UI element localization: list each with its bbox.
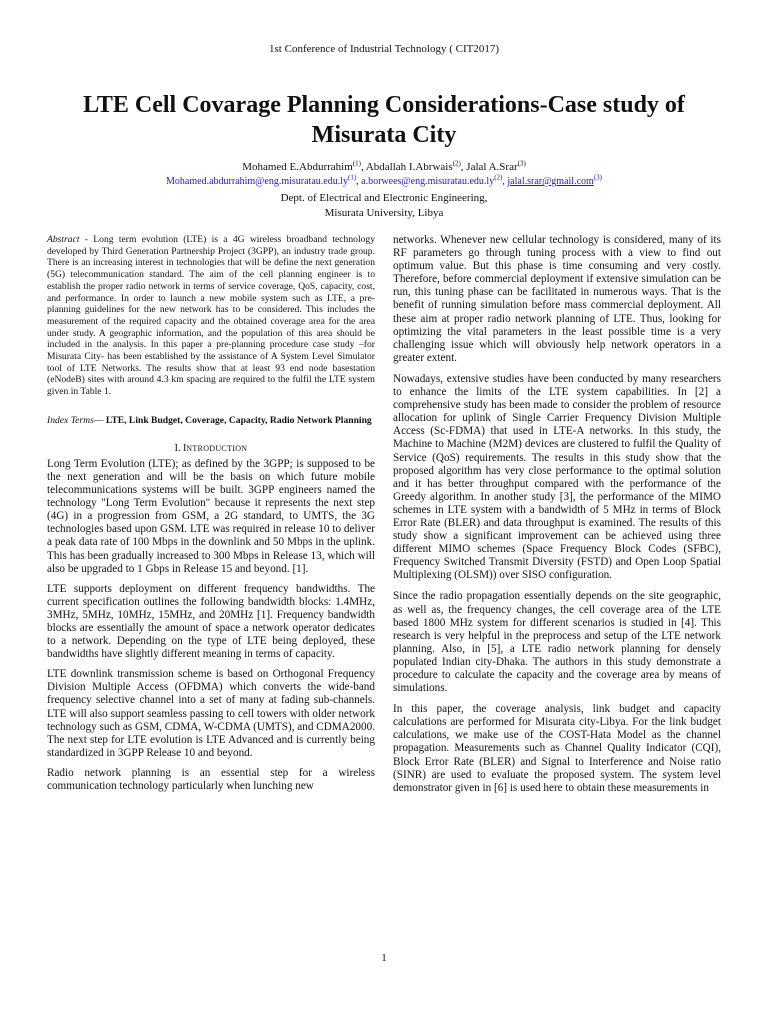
email-link[interactable]: jalal.srar@gmail.com — [507, 176, 594, 187]
author-separator: , — [360, 161, 366, 173]
intro-paragraph: LTE supports deployment on different frequency bandwidths. The current specification outlines the following bandwidth blocks: 1.4MHz, 3MHz, 5MHz, 10MHz, 15MHz, and 20MHz [1]. Frequency bandwidth blocks are essentially the amount of space a network operator dedicates to a network. Depending on the type of LTE being deployed, these bandwidths have slightly different meaning in terms of capacity. — [47, 582, 375, 661]
intro-paragraph: Long Term Evolution (LTE); as defined by the 3GPP; is supposed to be the next generation and will be the basis on which future mobile telecommunications systems will be built. 3GPP engineers named the technology "Long Term Evolution" because it represents the next step (4G) in a progression from GSM, a 2G standard, to UMTS, the 3G technologies based upon GSM. LTE was required in release 10 to deliver a peak data rate of 100 Mbps in the downlink and 50 Mbps in the uplink. This has been gradually increased to 300 Mbps in Release 13, which will also be upgraded to 1 Gbps in Release 15 and beyond. [1]. — [47, 457, 375, 575]
body-paragraph: Nowadays, extensive studies have been conducted by many researchers to enhance the limits of the LTE system capabilities. In [2] a comprehensive study has been made to consider the problem of resource allocation for uplink of Single Carrier Frequency Division Multiple Access (Sc-FDMA) that used in LTE-A networks. In this study, the Machine to Machine (M2M) devices are clustered to fulfil the Quality of Service (QoS) requirements. The results in this study show that the proposed algorithm has very close performance to the optimal solution and it has better throughput compared with the performance of the Greedy algorithm. In another study [3], the performance of the MIMO schemes in LTE system with a bandwidth of 5 MHz in terms of Block Error Rate (BLER) and data throughput is examined. The results of this study show a significant improvement can be achieved using three different MIMO schemes (Space Frequency Block Codes (SFBC), Frequency Switched Transmit Diversity (FSTD) and Open Loop Spatial Multiplexing (OLSM)) over SISO configuration. — [393, 372, 721, 582]
abstract-dash: - — [79, 234, 94, 245]
section-numeral: I. — [174, 442, 183, 454]
author-emails — [0, 175, 768, 189]
author-list — [0, 160, 768, 174]
author-name: Abdallah I.Abrwais — [365, 161, 453, 173]
author-separator: , — [460, 161, 467, 173]
body-paragraph: Since the radio propagation essentially depends on the site geographic, as well as, the frequency changes, the cell coverage area of the LTE based 1800 MHz system for different scenarios is studied in [4]. This research is very helpful in the preprocess and setup of the LTE network planning. Also, in [5], a LTE radio network planning for densely populated Indian city-Dhaka. The authors in this study demonstrate a procedure to calculate the capacity and the coverage area by means of simulations. — [393, 590, 721, 695]
intro-paragraph: Radio network planning is an essential step for a wireless communication technology particularly when lunching new — [47, 766, 375, 792]
university: Misurata University, Libya — [324, 207, 444, 219]
index-terms-list: LTE, Link Budget, Coverage, Capacity, Radio Network Planning — [105, 414, 372, 426]
author-affiliation-mark: (3) — [517, 159, 526, 168]
email-link[interactable]: Mohamed.abdurrahim@eng.misuratau.edu.ly — [166, 176, 348, 187]
author-name: Jalal A.Srar — [466, 161, 518, 173]
index-terms-label: Index Terms — [47, 414, 94, 426]
left-column — [47, 234, 375, 800]
index-terms-dash: — — [93, 414, 106, 426]
author-affiliation-mark: (1) — [352, 159, 361, 168]
email-affiliation-mark: (2) — [494, 173, 503, 182]
intro-paragraph: LTE downlink transmission scheme is based on Orthogonal Frequency Division Multiple Access (OFDMA) which converts the wide-band frequency selective channel into a set of many at fading sub-channels. LTE will also support seamless passing to cell towers with older network technology such as GSM, CDMA, W-CDMA (UMTS), and CDMA2000. The next step for LTE evolution is LTE Advanced and is currently being standardized in 3GPP Release 10 and beyond. — [47, 668, 375, 759]
email-separator: , — [356, 176, 362, 187]
department: Dept. of Electrical and Electronic Engineering, — [280, 192, 488, 204]
right-column — [393, 234, 721, 803]
body-paragraph: networks. Whenever new cellular technology is considered, many of its RF parameters go through tuning process with a view to find out optimum value. But this phase is time consuming and very costly. Therefore, before commercial deployment if extensive simulation can be run, this tuning phase can be facilitated in numerous ways. That is the benefit of running simulation before mass commercial deployment. All these aim at proper radio network planning of LTE. Thus, looking for optimizing the vital parameters in the least possible time is a very challenging issue which will obviously help network operators in a greater extent. — [393, 234, 721, 364]
body-paragraph: In this paper, the coverage analysis, link budget and capacity calculations are performed for Misurata city-Libya. For the link budget calculations, we make use of the COST-Hata Model as the channel propagation. Measurements such as Channel Quality Indicator (CQI), Block Error Rate (BLER) and Signal to Interference and Noise ratio (SINR) are used to evaluate the proposed system. The system level demonstrator given in [6] is used here to obtain these measurements in — [393, 703, 721, 794]
abstract — [47, 234, 375, 398]
section-first-letter: I — [182, 442, 187, 454]
abstract-label: Abstract — [47, 234, 80, 245]
paper-title: LTE Cell Covarage Planning Considerations-Case study of Misurata City — [83, 92, 685, 148]
conference-header: 1st Conference of Industrial Technology ( CIT2017) — [269, 43, 499, 55]
email-affiliation-mark: (1) — [347, 173, 357, 182]
email-affiliation-mark: (3) — [593, 173, 602, 182]
abstract-text: Long term evolution (LTE) is a 4G wireless broadband technology developed by Third Generation Partnership Project (3GPP), an industry trade group. There is an increasing interest in technologies that will be define the next generation (5G) telecommunication standard. The aim of the cell planning engineer is to establish the proper radio network in terms of service coverage, QoS, capacity, cost, and performance. In order to launch a new mobile system such as LTE, a pre-planning guidelines for the new network has to be considered. This includes the measurement of the required capacity and the obtained coverage area for the area under study. A geographic information, and the population of this area should be included in the analysis. In this paper a pre-planning procedure case study –for Misurata City- has been established by the assistance of A System Level Simulator tool of LTE Networks. The results show that at least 93 end node basestation (eNodeB) sites with around 4.3 km spacing are required to the fulfil the LTE system given in Table 1. — [47, 234, 375, 398]
author-affiliation-mark: (2) — [452, 159, 461, 168]
section-heading-introduction — [47, 443, 375, 454]
author-name: Mohamed E.Abdurrahim — [242, 161, 353, 173]
page-number: 1 — [381, 952, 387, 964]
email-link[interactable]: a.borwees@eng.misuratau.edu.ly — [361, 176, 495, 187]
index-terms — [47, 415, 375, 427]
section-rest: NTRODUCTION — [186, 443, 248, 453]
email-separator: , — [502, 176, 508, 187]
